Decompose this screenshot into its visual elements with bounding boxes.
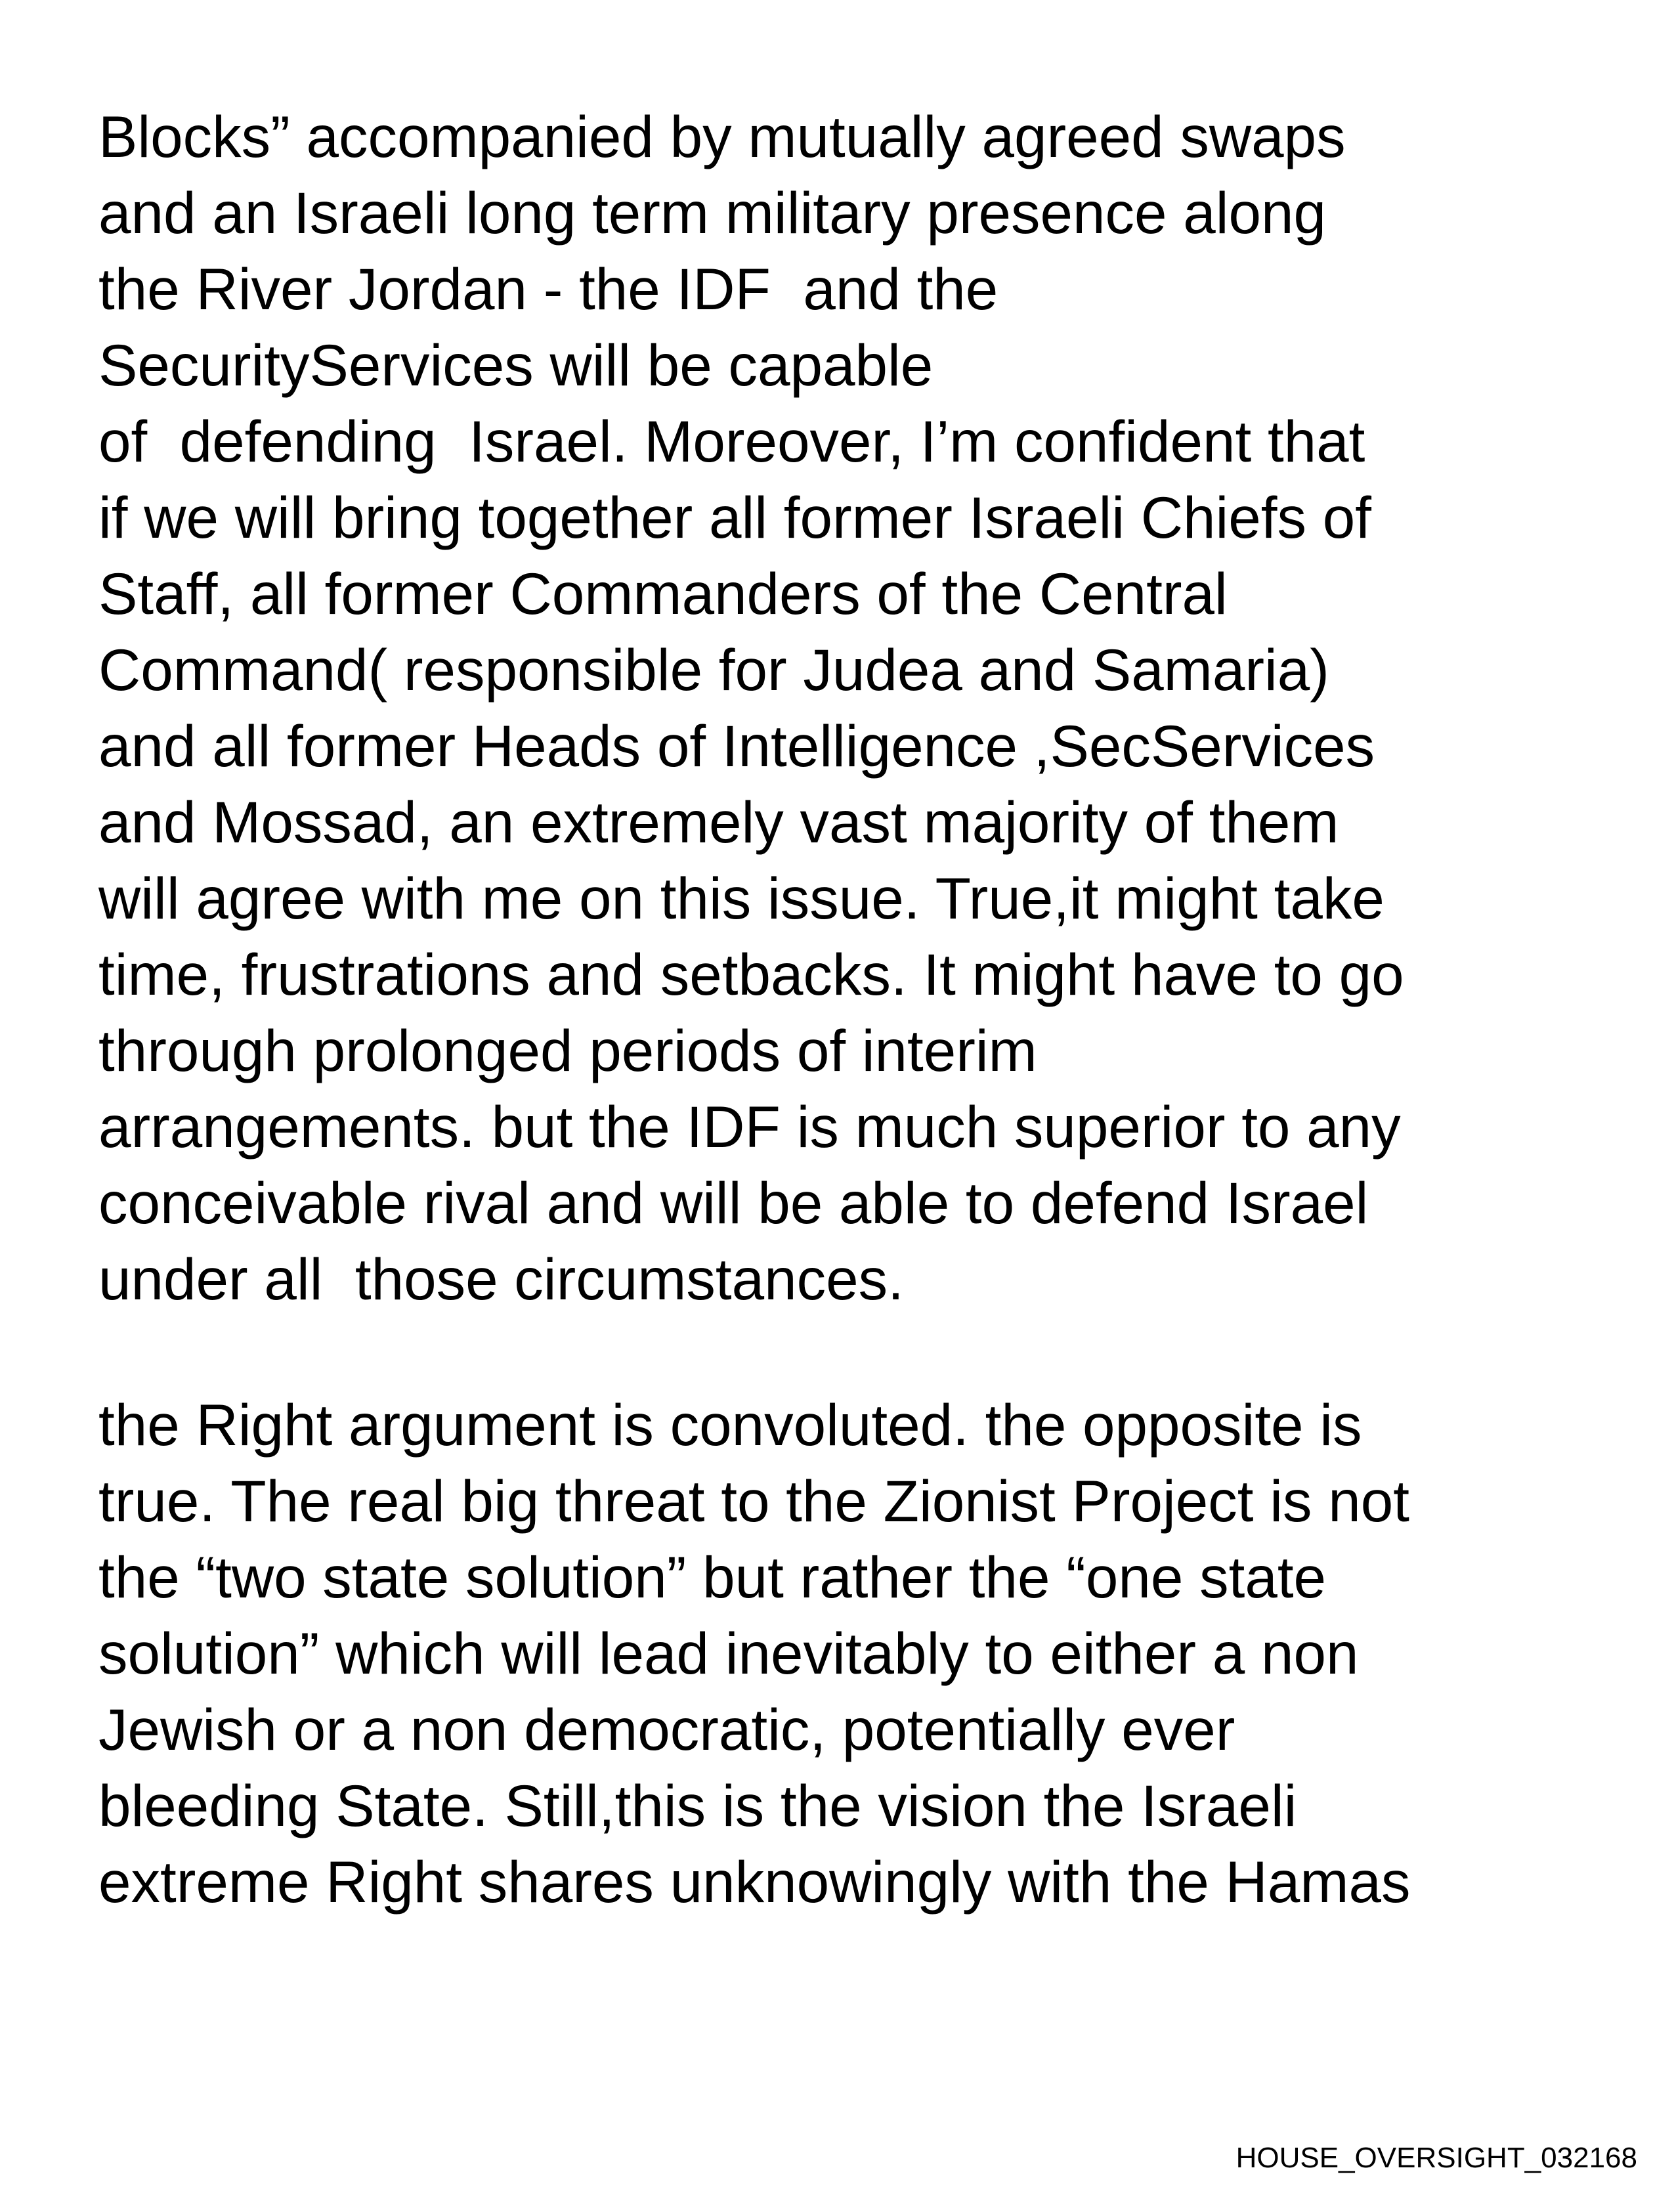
text-line: of defending Israel. Moreover, I’m confident that — [98, 408, 1365, 474]
text-line: bleeding State. Still,this is the vision the Israeli — [98, 1773, 1297, 1838]
text-line: will agree with me on this issue. True,it might take — [98, 865, 1384, 931]
bates-number: HOUSE_OVERSIGHT_032168 — [1235, 2142, 1637, 2174]
text-line: under all those circumstances. — [98, 1246, 904, 1312]
body-paragraph — [98, 1387, 1410, 1920]
text-line: Command( responsible for Judea and Samaria) — [98, 637, 1329, 703]
text-line: and all former Heads of Intelligence ,SecServices — [98, 713, 1375, 779]
text-line: arrangements. but the IDF is much superior to any — [98, 1094, 1401, 1160]
text-line: conceivable rival and will be able to defend Israel — [98, 1170, 1369, 1236]
text-line: and Mossad, an extremely vast majority of them — [98, 789, 1339, 855]
text-line: and an Israeli long term military presence along — [98, 180, 1326, 246]
text-line: SecurityServices will be capable — [98, 332, 934, 398]
body-paragraph — [98, 98, 1404, 1317]
text-line: through prolonged periods of interim — [98, 1018, 1037, 1083]
text-line: true. The real big threat to the Zionist Project is not — [98, 1468, 1409, 1534]
text-line: the River Jordan - the IDF and the — [98, 256, 998, 322]
text-line: Blocks” accompanied by mutually agreed swaps — [98, 104, 1346, 169]
text-line: solution” which will lead inevitably to either a non — [98, 1620, 1359, 1686]
text-line: if we will bring together all former Israeli Chiefs of — [98, 485, 1371, 550]
text-line: Staff, all former Commanders of the Central — [98, 561, 1228, 626]
text-line: the Right argument is convoluted. the opposite is — [98, 1392, 1362, 1458]
text-line: the “two state solution” but rather the “one state — [98, 1544, 1327, 1610]
text-line: Jewish or a non democratic, potentially ever — [98, 1697, 1235, 1762]
text-line: time, frustrations and setbacks. It might have to go — [98, 942, 1404, 1007]
text-line: extreme Right shares unknowingly with the Hamas — [98, 1849, 1411, 1915]
